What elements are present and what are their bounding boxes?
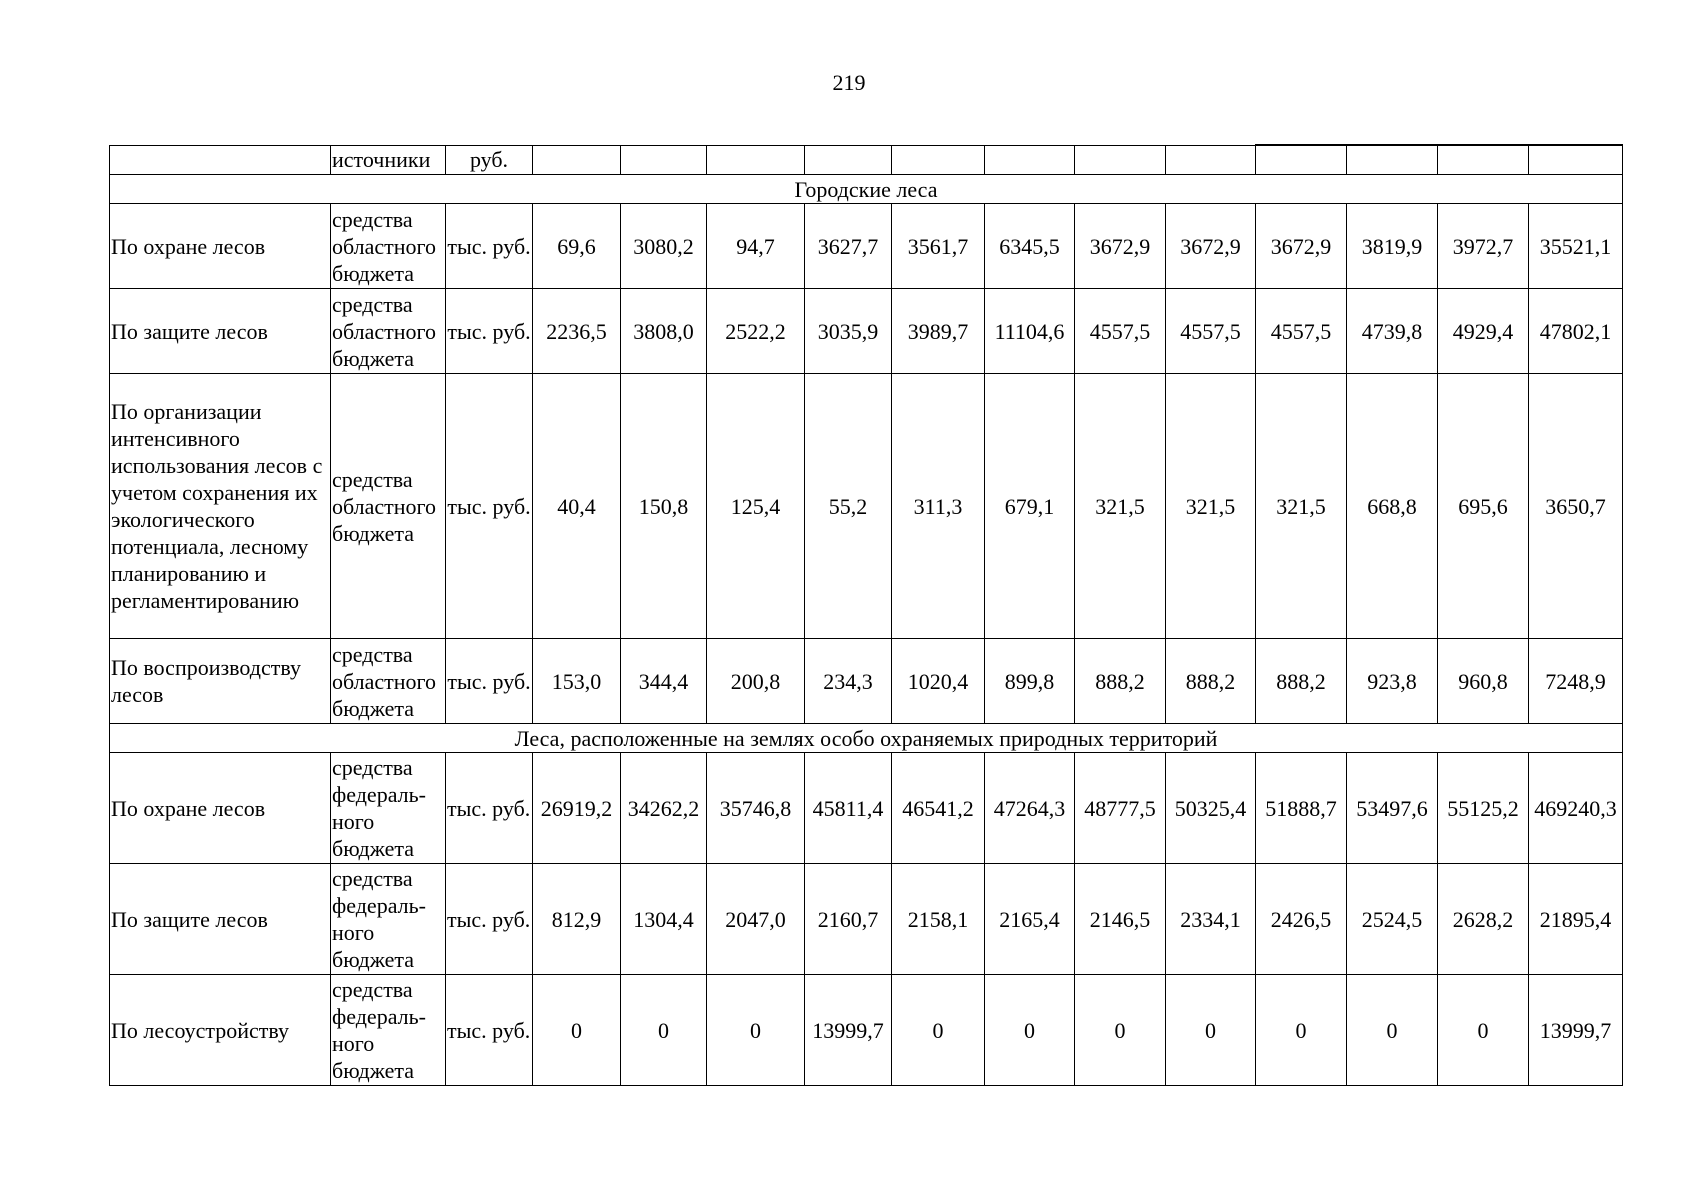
value-cell: 888,2: [1256, 639, 1347, 724]
value-cell: 47264,3: [985, 753, 1075, 864]
table-cell: [1166, 145, 1256, 175]
value-cell: 2236,5: [533, 289, 621, 374]
value-cell: 2334,1: [1166, 864, 1256, 975]
row-name-cell: По воспроизводству лесов: [110, 639, 331, 724]
value-cell: 469240,3: [1529, 753, 1623, 864]
table-cell: [110, 145, 331, 175]
value-cell: 0: [621, 975, 707, 1086]
value-cell: 923,8: [1347, 639, 1438, 724]
table-row: [110, 753, 1623, 864]
value-cell: 0: [1166, 975, 1256, 1086]
section-header-row: [110, 175, 1623, 204]
table-cell: [1075, 145, 1166, 175]
value-cell: 34262,2: [621, 753, 707, 864]
value-cell: 0: [892, 975, 985, 1086]
value-cell: 11104,6: [985, 289, 1075, 374]
value-cell: 3672,9: [1075, 204, 1166, 289]
value-cell: 2522,2: [707, 289, 805, 374]
value-cell: 3808,0: [621, 289, 707, 374]
value-cell: 0: [1347, 975, 1438, 1086]
table-cell: [707, 145, 805, 175]
value-cell: 2628,2: [1438, 864, 1529, 975]
value-cell: 26919,2: [533, 753, 621, 864]
value-cell: 3819,9: [1347, 204, 1438, 289]
table-row: [110, 289, 1623, 374]
value-cell: 4929,4: [1438, 289, 1529, 374]
value-cell: 6345,5: [985, 204, 1075, 289]
source-cell: средства областного бюджета: [331, 204, 446, 289]
value-cell: 2160,7: [805, 864, 892, 975]
value-cell: 0: [1438, 975, 1529, 1086]
value-cell: 150,8: [621, 374, 707, 639]
value-cell: 50325,4: [1166, 753, 1256, 864]
row-name-cell: По охране лесов: [110, 753, 331, 864]
value-cell: 3627,7: [805, 204, 892, 289]
value-cell: 21895,4: [1529, 864, 1623, 975]
table-cell: [805, 145, 892, 175]
value-cell: 0: [985, 975, 1075, 1086]
value-cell: 2165,4: [985, 864, 1075, 975]
source-cell: средства федераль-ного бюджета: [331, 864, 446, 975]
value-cell: 321,5: [1075, 374, 1166, 639]
value-cell: 344,4: [621, 639, 707, 724]
table-cell: [1256, 145, 1347, 175]
source-cell: средства областного бюджета: [331, 289, 446, 374]
value-cell: 45811,4: [805, 753, 892, 864]
unit-cell: тыс. руб.: [446, 753, 533, 864]
source-cell: средства федераль-ного бюджета: [331, 975, 446, 1086]
value-cell: 13999,7: [805, 975, 892, 1086]
value-cell: 2047,0: [707, 864, 805, 975]
table-cell: [1347, 145, 1438, 175]
value-cell: 3035,9: [805, 289, 892, 374]
value-cell: 4557,5: [1256, 289, 1347, 374]
value-cell: 46541,2: [892, 753, 985, 864]
value-cell: 1020,4: [892, 639, 985, 724]
value-cell: 48777,5: [1075, 753, 1166, 864]
section-header-row: [110, 724, 1623, 753]
value-cell: 2158,1: [892, 864, 985, 975]
unit-cell: тыс. руб.: [446, 289, 533, 374]
value-cell: 3080,2: [621, 204, 707, 289]
source-cell: источники: [331, 145, 446, 175]
table-cell: [985, 145, 1075, 175]
table-cell: [1529, 145, 1623, 175]
value-cell: 4557,5: [1166, 289, 1256, 374]
value-cell: 311,3: [892, 374, 985, 639]
value-cell: 53497,6: [1347, 753, 1438, 864]
table-cell: [533, 145, 621, 175]
value-cell: 55,2: [805, 374, 892, 639]
value-cell: 888,2: [1075, 639, 1166, 724]
unit-cell: тыс. руб.: [446, 975, 533, 1086]
value-cell: 35521,1: [1529, 204, 1623, 289]
value-cell: 960,8: [1438, 639, 1529, 724]
value-cell: 51888,7: [1256, 753, 1347, 864]
table-cell: [1438, 145, 1529, 175]
value-cell: 35746,8: [707, 753, 805, 864]
value-cell: 3650,7: [1529, 374, 1623, 639]
value-cell: 234,3: [805, 639, 892, 724]
value-cell: 668,8: [1347, 374, 1438, 639]
value-cell: 679,1: [985, 374, 1075, 639]
section-title: Городские леса: [110, 175, 1623, 204]
table-row: [110, 975, 1623, 1086]
value-cell: 13999,7: [1529, 975, 1623, 1086]
value-cell: 94,7: [707, 204, 805, 289]
value-cell: 125,4: [707, 374, 805, 639]
row-name-cell: По охране лесов: [110, 204, 331, 289]
value-cell: 899,8: [985, 639, 1075, 724]
table-row: [110, 374, 1623, 639]
table-row: [110, 639, 1623, 724]
section-title: Леса, расположенные на землях особо охраняемых природных территорий: [110, 724, 1623, 753]
value-cell: 4557,5: [1075, 289, 1166, 374]
value-cell: 0: [707, 975, 805, 1086]
row-name-cell: По защите лесов: [110, 864, 331, 975]
page-number: 219: [832, 70, 866, 95]
source-cell: средства областного бюджета: [331, 374, 446, 639]
value-cell: 3989,7: [892, 289, 985, 374]
value-cell: 0: [1256, 975, 1347, 1086]
row-name-cell: По организации интенсивного использования лесов с учетом сохранения их экологического потенциала, лесному планированию и регламентированию: [110, 374, 331, 639]
header-row: [110, 145, 1623, 175]
value-cell: 321,5: [1166, 374, 1256, 639]
source-cell: средства областного бюджета: [331, 639, 446, 724]
table-cell: [621, 145, 707, 175]
source-cell: средства федераль-ного бюджета: [331, 753, 446, 864]
value-cell: 2426,5: [1256, 864, 1347, 975]
value-cell: 695,6: [1438, 374, 1529, 639]
value-cell: 47802,1: [1529, 289, 1623, 374]
value-cell: 2524,5: [1347, 864, 1438, 975]
unit-cell: тыс. руб.: [446, 639, 533, 724]
value-cell: 55125,2: [1438, 753, 1529, 864]
budget-table: [109, 144, 1623, 1086]
value-cell: 2146,5: [1075, 864, 1166, 975]
value-cell: 3561,7: [892, 204, 985, 289]
value-cell: 3972,7: [1438, 204, 1529, 289]
value-cell: 888,2: [1166, 639, 1256, 724]
unit-cell: тыс. руб.: [446, 864, 533, 975]
value-cell: 200,8: [707, 639, 805, 724]
value-cell: 0: [533, 975, 621, 1086]
row-name-cell: По лесоустройству: [110, 975, 331, 1086]
row-name-cell: По защите лесов: [110, 289, 331, 374]
value-cell: 1304,4: [621, 864, 707, 975]
unit-cell: руб.: [446, 145, 533, 175]
value-cell: 812,9: [533, 864, 621, 975]
value-cell: 321,5: [1256, 374, 1347, 639]
unit-cell: тыс. руб.: [446, 374, 533, 639]
table-cell: [892, 145, 985, 175]
unit-cell: тыс. руб.: [446, 204, 533, 289]
value-cell: 3672,9: [1256, 204, 1347, 289]
value-cell: 40,4: [533, 374, 621, 639]
value-cell: 4739,8: [1347, 289, 1438, 374]
table-row: [110, 204, 1623, 289]
value-cell: 69,6: [533, 204, 621, 289]
value-cell: 7248,9: [1529, 639, 1623, 724]
value-cell: 153,0: [533, 639, 621, 724]
value-cell: 3672,9: [1166, 204, 1256, 289]
value-cell: 0: [1075, 975, 1166, 1086]
table-row: [110, 864, 1623, 975]
